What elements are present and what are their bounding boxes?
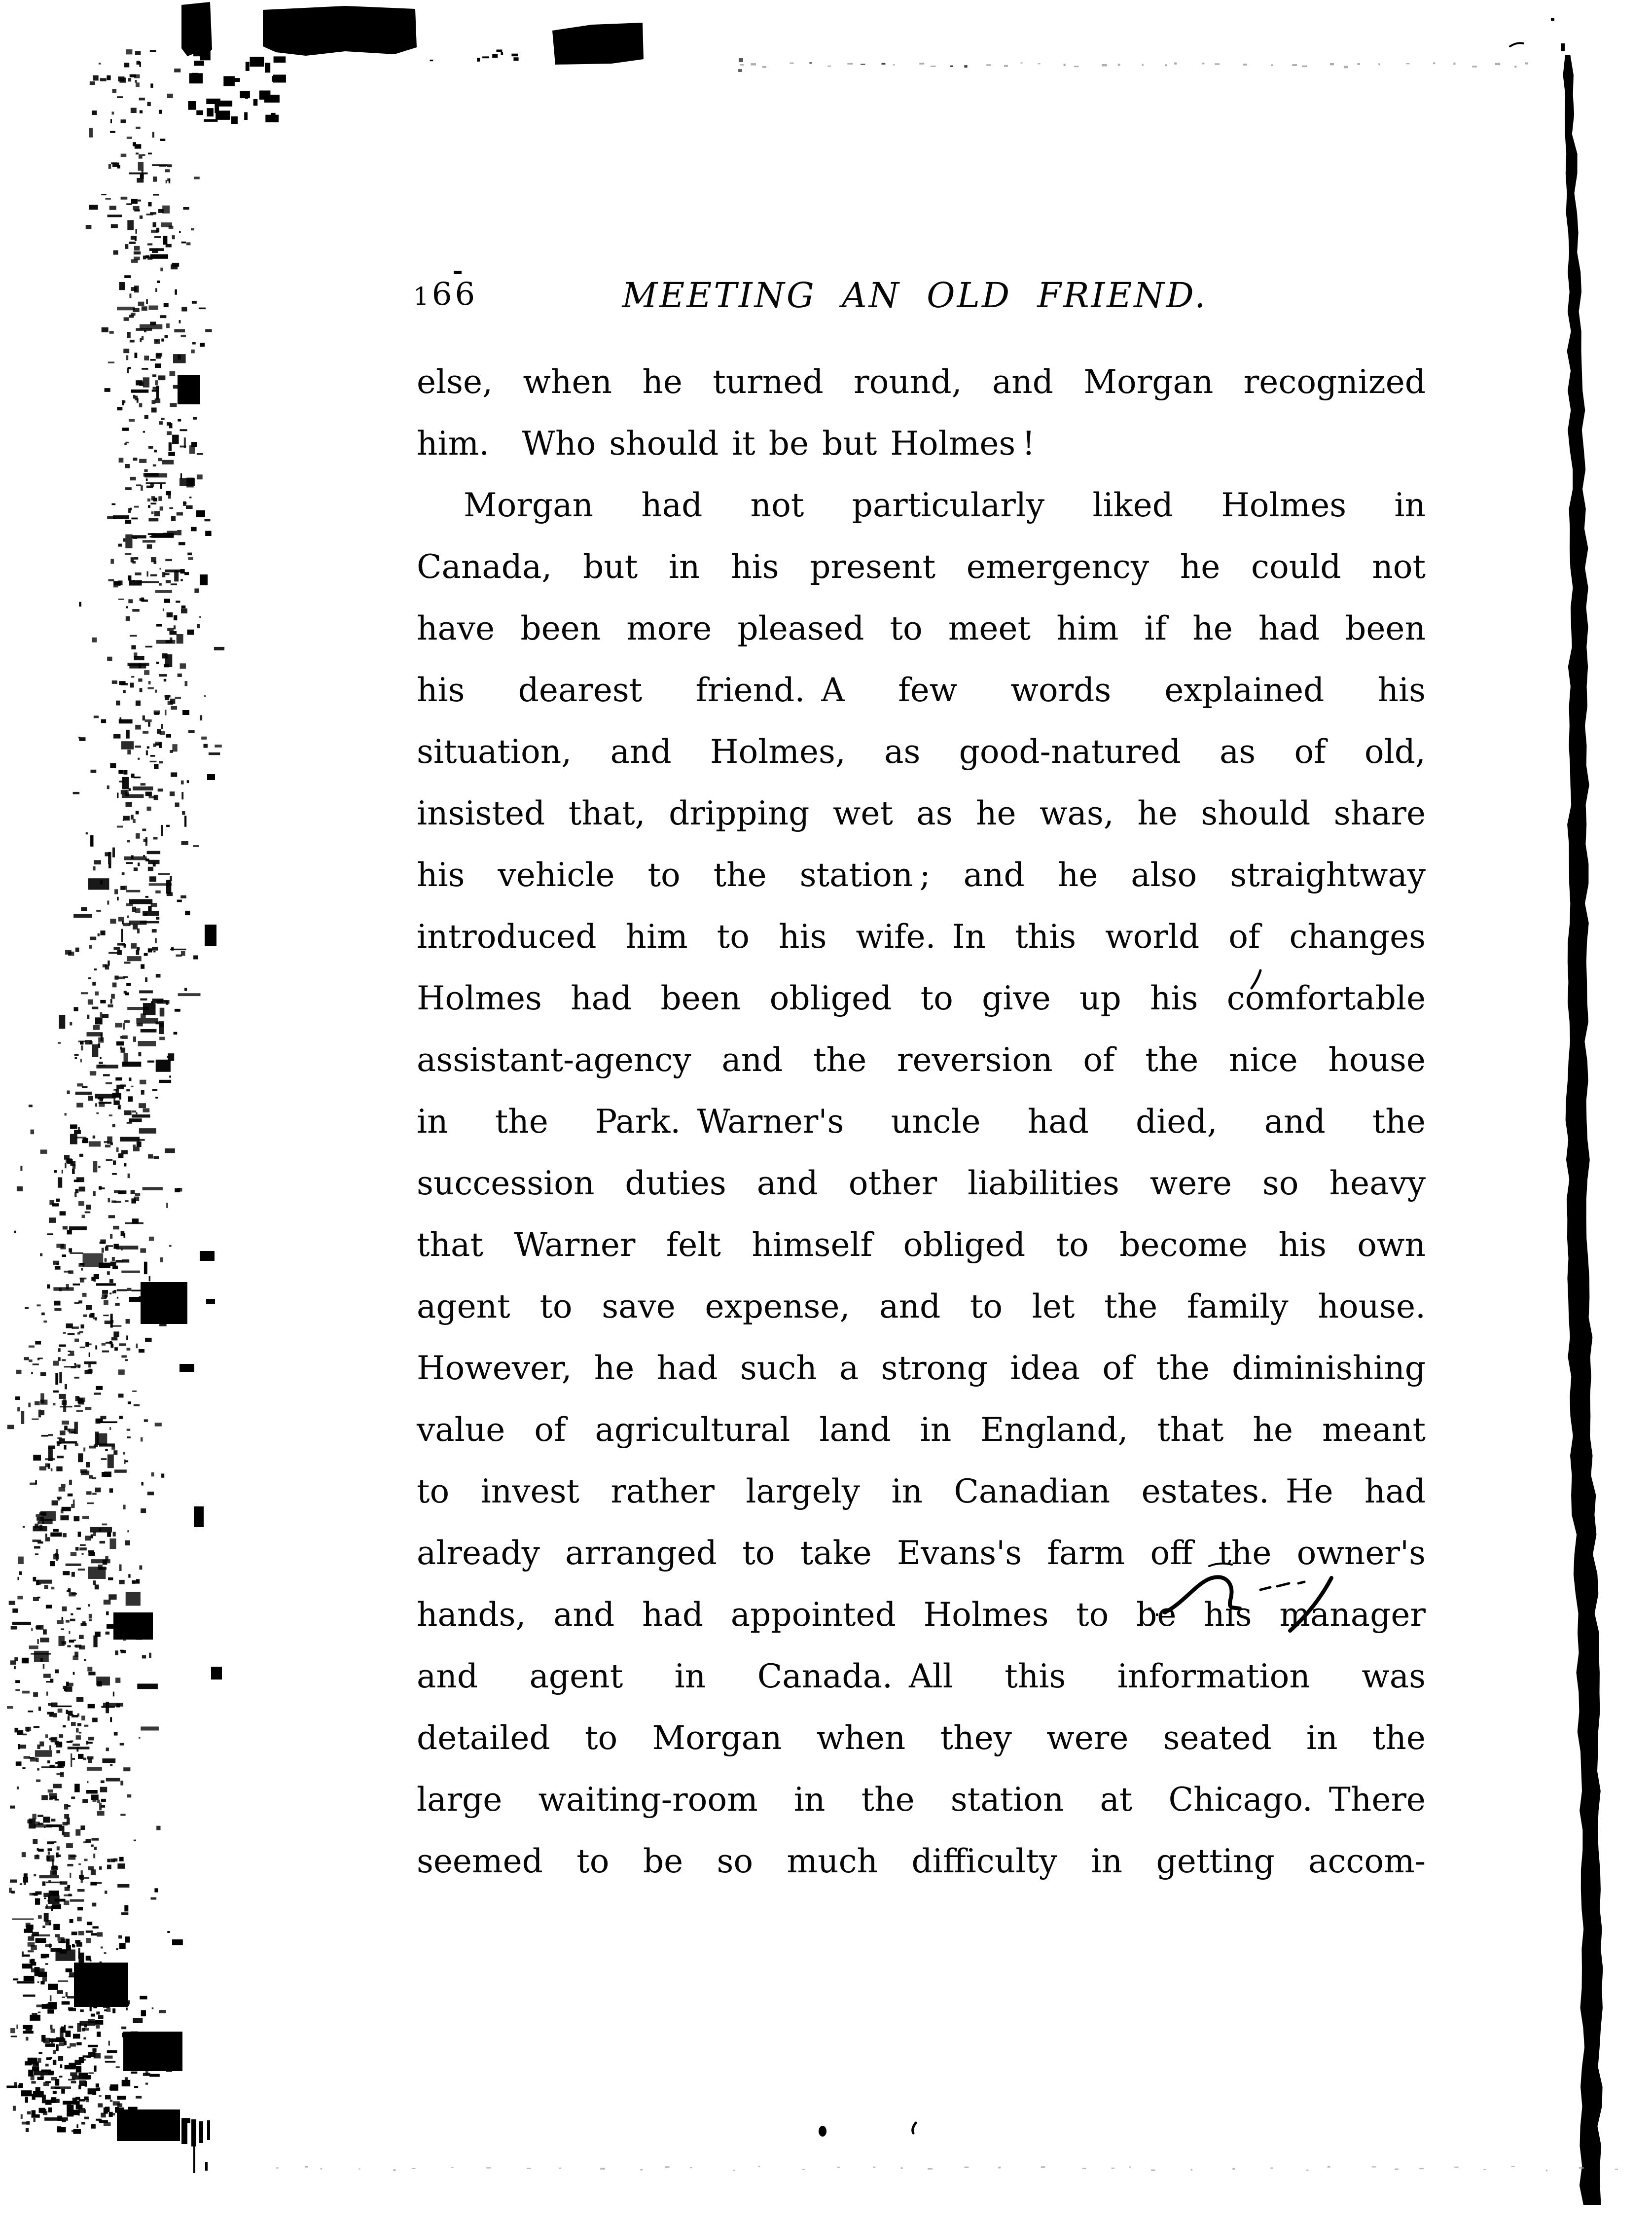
top-bar-small <box>181 2 212 56</box>
text-line: and agent in Canada. All this information was <box>417 1657 1426 1695</box>
text-line: Holmes had been obliged to give up his comfortable <box>417 979 1426 1017</box>
page-edge-stripe <box>1561 43 1603 2205</box>
text-line: else, when he turned round, and Morgan recognized <box>417 363 1426 401</box>
body-text <box>417 351 1426 1892</box>
text-line: seemed to be so much difficulty in getting accom- <box>417 1842 1426 1880</box>
text-line: Canada, but in his present emergency he could not <box>417 548 1426 586</box>
text-line: agent to save expense, and to let the family house. <box>417 1287 1426 1325</box>
text-line: large waiting-room in the station at Chicago. There <box>417 1781 1426 1819</box>
text-line: to invest rather largely in Canadian estates. He had <box>417 1472 1426 1510</box>
text-line: detailed to Morgan when they were seated in the <box>417 1719 1426 1757</box>
text-line: insisted that, dripping wet as he was, he should share <box>417 794 1426 832</box>
top-bar-large <box>263 6 417 56</box>
page-number: 166 <box>413 276 478 313</box>
text-line: succession duties and other liabilities were so heavy <box>417 1164 1426 1202</box>
text-line: his dearest friend. A few words explained his <box>417 671 1426 709</box>
text-line: have been more pleased to meet him if he had been <box>417 609 1426 647</box>
text-line: in the Park. Warner's uncle had died, and the <box>417 1103 1426 1141</box>
text-line: Morgan had not particularly liked Holmes in <box>464 486 1426 524</box>
text-line: him. Who should it be but Holmes ! <box>417 425 1035 463</box>
top-right-speck <box>1551 18 1554 21</box>
text-line: that Warner felt himself obliged to become his own <box>417 1226 1426 1264</box>
text-line: assistant-agency and the reversion of the nice house <box>417 1041 1426 1079</box>
bottom-center-tick <box>913 2123 916 2133</box>
dash-over-page-number <box>454 271 462 274</box>
top-bar-right <box>552 23 644 65</box>
text-line: already arranged to take Evans's farm off the owner's <box>417 1534 1426 1572</box>
text-line: However, he had such a strong idea of the diminishing <box>417 1349 1426 1387</box>
text-line: value of agricultural land in England, that he meant <box>417 1411 1426 1449</box>
text-line: situation, and Holmes, as good-natured as of old, <box>417 733 1426 771</box>
running-header-title: MEETING AN OLD FRIEND. <box>622 275 1208 316</box>
bottom-center-dot <box>819 2126 826 2137</box>
top-right-tick <box>1510 43 1523 46</box>
text-line: his vehicle to the station ; and he also straightway <box>417 856 1426 894</box>
text-line: introduced him to his wife. In this world of changes <box>417 918 1426 956</box>
text-line: hands, and had appointed Holmes to be his manager <box>417 1596 1426 1634</box>
scan-artifact-top-bars <box>181 2 644 65</box>
